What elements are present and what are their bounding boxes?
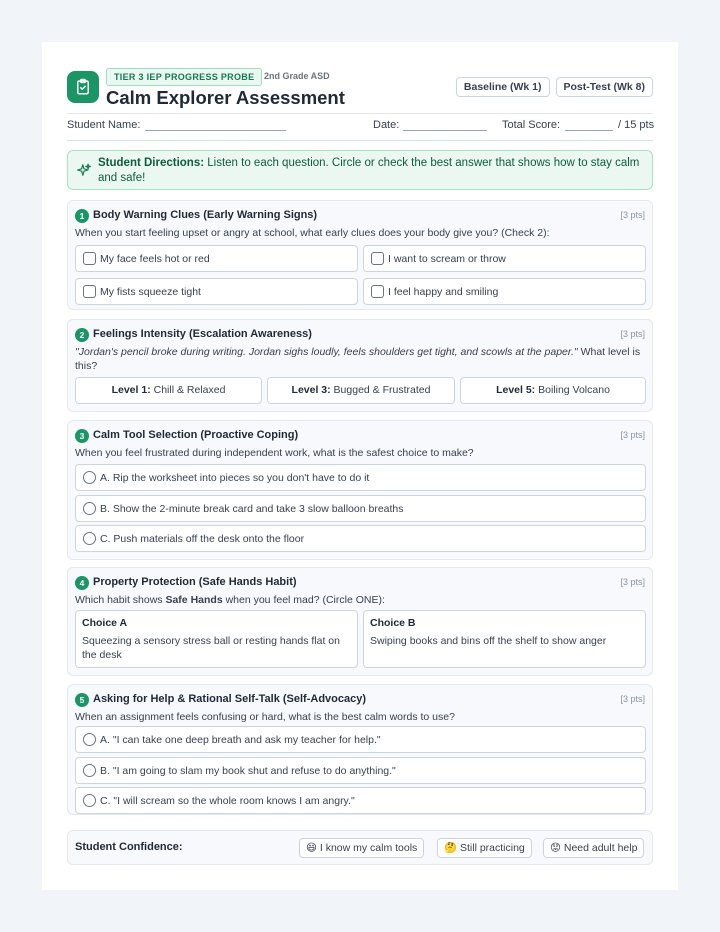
- student-name-label: Student Name:: [67, 119, 141, 131]
- level-label: Level 1:: [111, 384, 151, 396]
- confidence-option-need-help[interactable]: 😟 Need adult help: [543, 838, 644, 858]
- level-label: Level 3:: [291, 384, 331, 396]
- question-number: 4: [75, 576, 89, 590]
- option-radio[interactable]: [75, 525, 646, 552]
- question-text: When you start feeling upset or angry at school, what early clues does your body give you? (Check 2):: [75, 227, 550, 239]
- scenario-quote: "Jordan's pencil broke during writing. Jordan sighs loudly, feels shoulders get tight, and scowls at the paper.": [75, 346, 578, 358]
- question-text-part: Which habit shows: [75, 594, 166, 606]
- tier-badge: TIER 3 IEP PROGRESS PROBE: [106, 68, 262, 86]
- radio-button[interactable]: [83, 471, 96, 484]
- clipboard-check-icon: [67, 71, 99, 103]
- assessment-page: [42, 42, 678, 890]
- option-label: My face feels hot or red: [100, 253, 210, 265]
- confidence-option-confident[interactable]: 😄 I know my calm tools: [299, 838, 424, 858]
- confidence-option-practicing[interactable]: 🤔 Still practicing: [437, 838, 532, 858]
- divider: [67, 113, 653, 114]
- option-label: My fists squeeze tight: [100, 286, 201, 298]
- option-label: B. Show the 2-minute break card and take 3 slow balloon breaths: [100, 503, 404, 515]
- question-number: 1: [75, 209, 89, 223]
- directions-label: Student Directions:: [98, 157, 205, 169]
- question-title: Asking for Help & Rational Self-Talk (Self-Advocacy): [93, 693, 367, 705]
- option-label: B. "I am going to slam my book shut and refuse to do anything.": [100, 765, 396, 777]
- choice-desc: Squeezing a sensory stress ball or resting hands flat on the desk: [82, 635, 340, 661]
- student-name-field[interactable]: [145, 130, 286, 131]
- date-field[interactable]: [403, 130, 487, 131]
- question-number: 2: [75, 328, 89, 342]
- question-text: [75, 593, 645, 607]
- question-number: 5: [75, 693, 89, 707]
- question-text: [75, 345, 645, 373]
- checkbox[interactable]: [371, 285, 384, 298]
- directions-text: [98, 156, 643, 185]
- level-desc: Chill & Relaxed: [150, 384, 226, 396]
- option-label: A. Rip the worksheet into pieces so you don't have to do it: [100, 472, 370, 484]
- test-selector: [456, 77, 653, 97]
- question-card-1: [67, 200, 653, 310]
- option-label: A. "I can take one deep breath and ask my teacher for help.": [100, 734, 381, 746]
- question-card-5: [67, 684, 653, 815]
- option-label: C. "I will scream so the whole room knows I am angry.": [100, 795, 355, 807]
- confidence-bar: [67, 830, 653, 865]
- total-score-label: Total Score:: [502, 119, 561, 131]
- level-desc: Bugged & Frustrated: [330, 384, 431, 396]
- score-suffix: / 15 pts: [618, 119, 655, 131]
- radio-button[interactable]: [83, 764, 96, 777]
- question-title: Calm Tool Selection (Proactive Coping): [93, 429, 299, 441]
- question-number: 3: [75, 429, 89, 443]
- question-points: [3 pts]: [620, 694, 645, 704]
- choice-title: Choice B: [370, 617, 416, 629]
- directions-body: Listen to each question. Circle or check the best answer that shows how to stay calm and safe!: [98, 157, 640, 184]
- date-label: Date:: [373, 119, 400, 131]
- question-prompt: What level is this?: [75, 346, 641, 372]
- radio-button[interactable]: [83, 794, 96, 807]
- grade-label: 2nd Grade ASD: [264, 71, 330, 81]
- confidence-label: Student Confidence:: [75, 841, 183, 853]
- level-desc: Boiling Volcano: [535, 384, 610, 396]
- level-option-1[interactable]: [75, 377, 262, 404]
- post-test-button[interactable]: Post-Test (Wk 8): [556, 77, 653, 97]
- choice-desc: Swiping books and bins off the shelf to show anger: [370, 635, 607, 647]
- radio-button[interactable]: [83, 532, 96, 545]
- total-score-field[interactable]: [565, 130, 613, 131]
- question-text-emphasis: Safe Hands: [165, 594, 223, 606]
- checkbox[interactable]: [83, 252, 96, 265]
- question-title: Feelings Intensity (Escalation Awareness): [93, 328, 312, 340]
- question-text-part: when you feel mad? (Circle ONE):: [222, 594, 385, 606]
- header: [67, 68, 653, 112]
- option-radio[interactable]: [75, 464, 646, 491]
- checkbox[interactable]: [83, 285, 96, 298]
- directions-box: [67, 150, 653, 190]
- question-card-2: [67, 319, 653, 412]
- question-points: [3 pts]: [620, 329, 645, 339]
- question-points: [3 pts]: [620, 430, 645, 440]
- option-checkbox[interactable]: [75, 278, 358, 305]
- level-option-5[interactable]: [460, 377, 646, 404]
- question-points: [3 pts]: [620, 577, 645, 587]
- radio-button[interactable]: [83, 733, 96, 746]
- checkbox[interactable]: [371, 252, 384, 265]
- choice-a[interactable]: [75, 610, 358, 668]
- option-label: I feel happy and smiling: [388, 286, 499, 298]
- option-label: I want to scream or throw: [388, 253, 506, 265]
- question-title: Property Protection (Safe Hands Habit): [93, 576, 297, 588]
- student-info-row: [67, 119, 653, 135]
- option-checkbox[interactable]: [363, 278, 646, 305]
- option-checkbox[interactable]: [75, 245, 358, 272]
- choice-title: Choice A: [82, 617, 128, 629]
- baseline-button[interactable]: Baseline (Wk 1): [456, 77, 550, 97]
- choice-b[interactable]: [363, 610, 646, 668]
- sparkle-icon: [77, 163, 91, 177]
- option-radio[interactable]: [75, 757, 646, 784]
- question-text: When you feel frustrated during independent work, what is the safest choice to make?: [75, 447, 474, 459]
- divider: [67, 140, 653, 141]
- option-radio[interactable]: [75, 495, 646, 522]
- question-card-4: [67, 567, 653, 676]
- option-radio[interactable]: [75, 726, 646, 753]
- question-text: When an assignment feels confusing or hard, what is the best calm words to use?: [75, 711, 455, 723]
- question-points: [3 pts]: [620, 210, 645, 220]
- option-radio[interactable]: [75, 787, 646, 814]
- question-card-3: [67, 420, 653, 560]
- page-title: Calm Explorer Assessment: [106, 87, 345, 108]
- option-label: C. Push materials off the desk onto the floor: [100, 533, 305, 545]
- level-option-3[interactable]: [267, 377, 455, 404]
- question-title: Body Warning Clues (Early Warning Signs): [93, 209, 318, 221]
- option-checkbox[interactable]: [363, 245, 646, 272]
- radio-button[interactable]: [83, 502, 96, 515]
- level-label: Level 5:: [496, 384, 536, 396]
